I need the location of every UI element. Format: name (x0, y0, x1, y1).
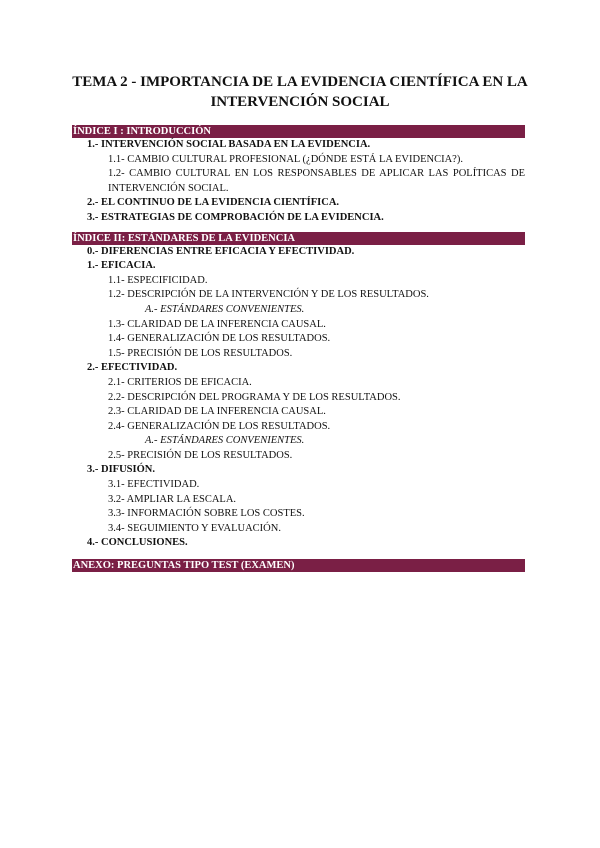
toc-item-3-4: 3.4- SEGUIMIENTO Y EVALUACIÓN. (108, 522, 281, 534)
toc-subitem-2-4-a: A.- ESTÁNDARES CONVENIENTES. (145, 435, 305, 447)
section-header-index-2: ÍNDICE II: ESTÁNDARES DE LA EVIDENCIA (72, 232, 525, 245)
toc-item-2-2: 2.2- DESCRIPCIÓN DEL PROGRAMA Y DE LOS RESULTADOS. (108, 391, 401, 403)
toc-item-2: 2.- EL CONTINUO DE LA EVIDENCIA CIENTÍFICA. (87, 197, 340, 209)
toc-item-2-1: 2.1- CRITERIOS DE EFICACIA. (108, 376, 252, 388)
toc-item-1-4: 1.4- GENERALIZACIÓN DE LOS RESULTADOS. (108, 333, 331, 345)
toc-item-0: 0.- DIFERENCIAS ENTRE EFICACIA Y EFECTIVIDAD. (87, 245, 355, 257)
toc-item-3: 3.- ESTRATEGIAS DE COMPROBACIÓN DE LA EVIDENCIA. (87, 211, 384, 223)
document-title (70, 72, 530, 112)
toc-item-1-1: 1.1- CAMBIO CULTURAL PROFESIONAL (¿DÓNDE ESTÁ LA EVIDENCIA?). (108, 153, 463, 165)
title-line-1: TEMA 2 - IMPORTANCIA DE LA EVIDENCIA CIENTÍFICA EN LA (72, 74, 528, 90)
toc-item-conclusiones: 4.- CONCLUSIONES. (87, 537, 188, 549)
toc-item-3-1: 3.1- EFECTIVIDAD. (108, 479, 200, 491)
toc-item-2-3: 2.3- CLARIDAD DE LA INFERENCIA CAUSAL. (108, 406, 326, 418)
toc-item-eficacia: 1.- EFICACIA. (87, 260, 156, 272)
toc-item-3-3: 3.3- INFORMACIÓN SOBRE LOS COSTES. (108, 508, 305, 520)
toc-item-1: 1.- INTERVENCIÓN SOCIAL BASADA EN LA EVIDENCIA. (87, 139, 371, 150)
toc-item-efectividad: 2.- EFECTIVIDAD. (87, 362, 178, 374)
section-header-anexo: ANEXO: PREGUNTAS TIPO TEST (EXAMEN) (72, 559, 525, 572)
section-header-index-1: ÍNDICE I : INTRODUCCIÓN (72, 125, 525, 138)
toc-item-1-5: 1.5- PRECISIÓN DE LOS RESULTADOS. (108, 347, 293, 359)
table-of-contents (72, 125, 525, 572)
toc-item-2-4: 2.4- GENERALIZACIÓN DE LOS RESULTADOS. (108, 420, 331, 432)
toc-item-1-2: 1.2- DESCRIPCIÓN DE LA INTERVENCIÓN Y DE LOS RESULTADOS. (108, 289, 429, 301)
toc-item-1-3: 1.3- CLARIDAD DE LA INFERENCIA CAUSAL. (108, 318, 326, 330)
toc-item-2-5: 2.5- PRECISIÓN DE LOS RESULTADOS. (108, 449, 293, 461)
toc-item-1-1: 1.1- ESPECIFICIDAD. (108, 274, 208, 286)
title-line-2: INTERVENCIÓN SOCIAL (210, 94, 390, 110)
toc-item-difusion: 3.- DIFUSIÓN. (87, 464, 155, 476)
toc-item-1-2: 1.2- CAMBIO CULTURAL EN LOS RESPONSABLES DE APLICAR LAS POLÍTICAS DE INTERVENCIÓN SOCIAL. (108, 168, 525, 194)
toc-subitem-1-2-a: A.- ESTÁNDARES CONVENIENTES. (145, 303, 305, 315)
toc-item-3-2: 3.2- AMPLIAR LA ESCALA. (108, 493, 237, 505)
